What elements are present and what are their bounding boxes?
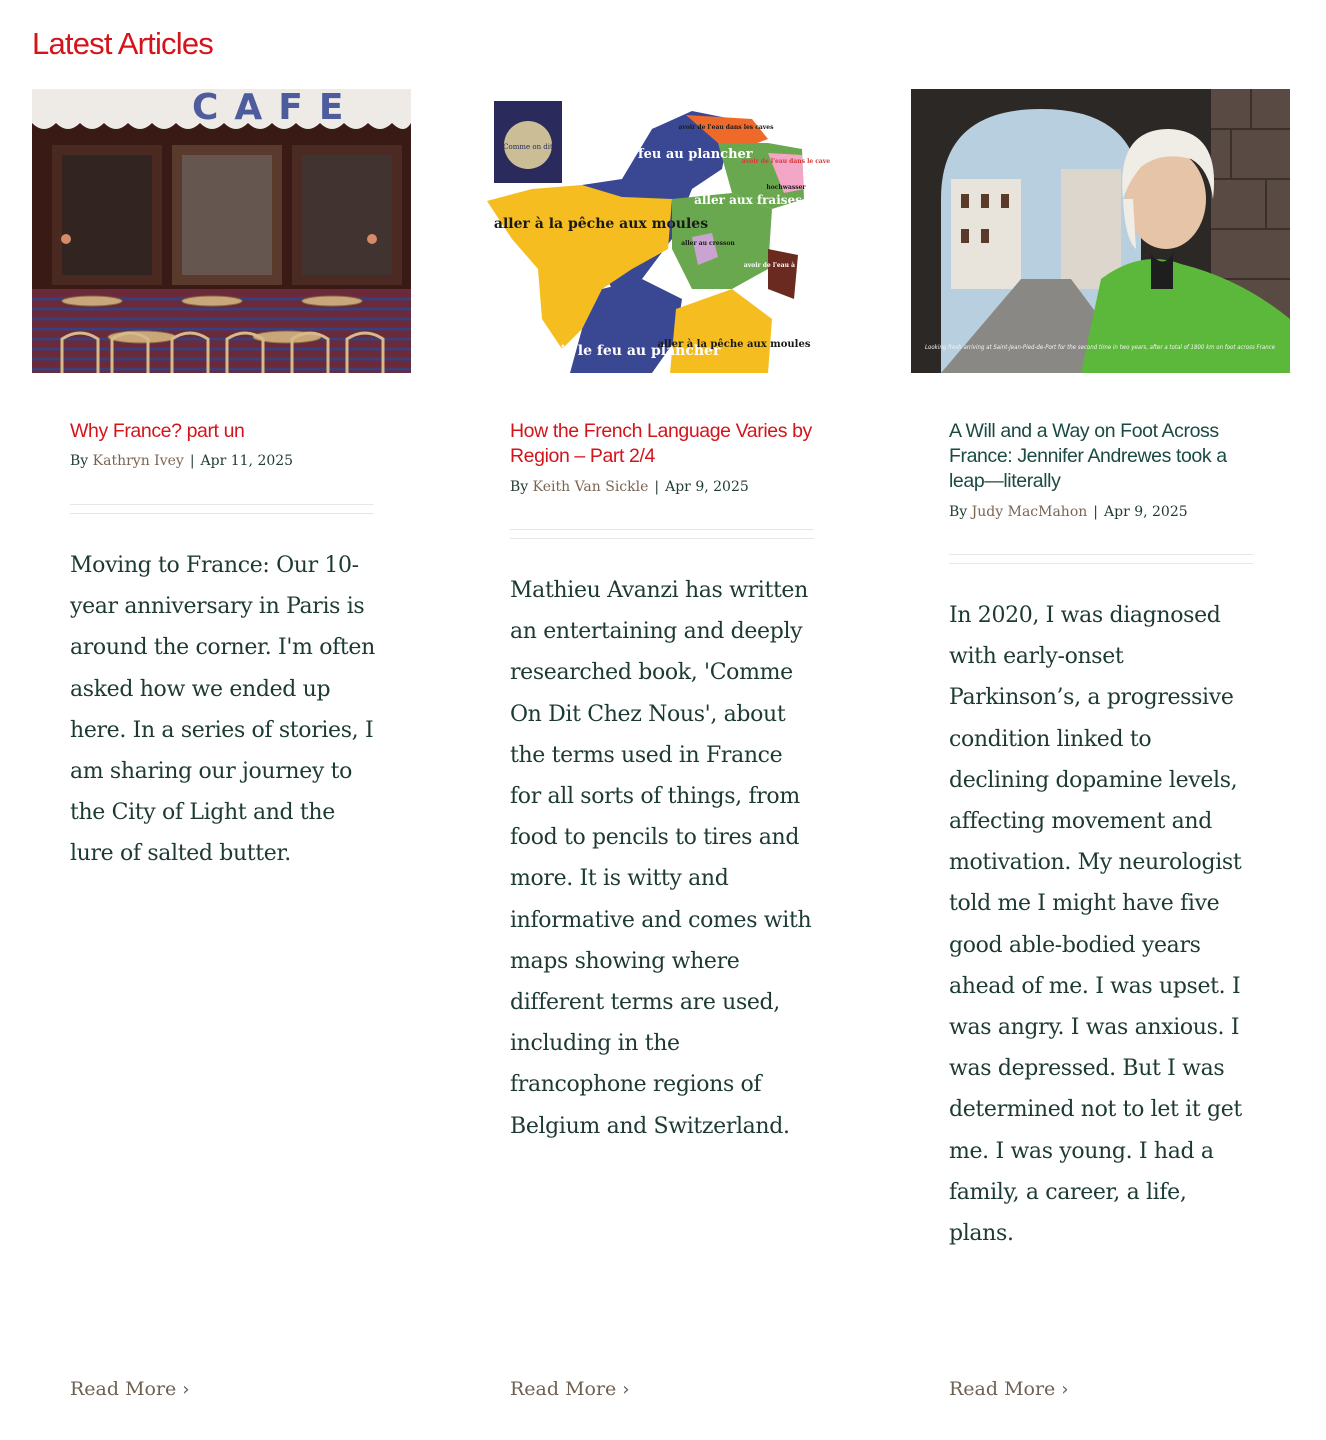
read-more-link[interactable] xyxy=(70,1378,190,1400)
read-more-label: Read More xyxy=(510,1378,617,1400)
byline-prefix: By xyxy=(70,453,89,469)
article-image-link[interactable] xyxy=(472,89,851,373)
chevron-right-icon: › xyxy=(182,1379,190,1400)
article-date: Apr 11, 2025 xyxy=(200,453,294,469)
article-excerpt: Mathieu Avanzi has written an entertaining and deeply researched book, 'Comme On Dit Chez Nous', about the terms used in France for all sorts of things, from food to pencils to tires and more. It is witty and informative and comes with maps showing where different terms are used, including in the francophone regions of Belgium and Switzerland. xyxy=(510,578,812,1139)
svg-text:avoir de l'eau à la cave: avoir de l'eau à la cave xyxy=(743,262,821,269)
author-link[interactable]: Judy MacMahon xyxy=(971,504,1088,520)
divider xyxy=(70,504,374,514)
read-more-label: Read More xyxy=(949,1378,1056,1400)
france-map-image xyxy=(472,89,851,373)
chevron-right-icon: › xyxy=(622,1379,630,1400)
meta-separator: | xyxy=(654,479,660,495)
meta-separator: | xyxy=(1093,504,1098,520)
svg-text:hochwasser: hochwasser xyxy=(766,184,806,191)
divider xyxy=(510,529,814,539)
author-link[interactable]: Keith Van Sickle xyxy=(532,479,649,495)
cafe-image xyxy=(32,89,411,373)
article-card xyxy=(911,89,1290,1429)
article-card xyxy=(472,89,851,1429)
article-date: Apr 9, 2025 xyxy=(665,479,749,495)
svg-text:aller à la pêche aux moules: aller à la pêche aux moules xyxy=(657,339,811,350)
svg-text:aller au cresson: aller au cresson xyxy=(681,240,735,247)
article-title-link[interactable]: How the French Language Varies by Region – Part 2/4 xyxy=(510,420,812,467)
article-title-link[interactable]: Why France? part un xyxy=(70,420,245,442)
read-more-link[interactable] xyxy=(949,1378,1069,1400)
section-title: Latest Articles xyxy=(32,26,213,61)
article-date: Apr 9, 2025 xyxy=(1104,504,1188,520)
svg-text:avoir de l'eau dans le cave: avoir de l'eau dans le cave xyxy=(741,158,831,165)
chevron-right-icon: › xyxy=(1061,1379,1069,1400)
divider xyxy=(949,554,1253,564)
svg-text:avoir le feu au plancher: avoir le feu au plancher xyxy=(533,343,721,359)
svg-text:CAFE: CAFE xyxy=(192,89,360,128)
article-image-link[interactable] xyxy=(32,89,411,373)
article-meta xyxy=(510,479,815,495)
read-more-label: Read More xyxy=(70,1378,177,1400)
svg-text:avoir le feu au plancher: avoir le feu au plancher xyxy=(579,147,753,162)
author-link[interactable]: Kathryn Ivey xyxy=(92,453,184,469)
selfie-image xyxy=(911,89,1290,373)
svg-text:aller aux fraises: aller aux fraises xyxy=(694,193,802,207)
article-meta xyxy=(70,453,375,469)
svg-text:Comme on dit: Comme on dit xyxy=(503,143,553,151)
article-image-link[interactable] xyxy=(911,89,1290,373)
article-excerpt: Moving to France: Our 10-year anniversary in Paris is around the corner. I'm often asked how we ended up here. In a series of stories, I am sharing our journey to the City of Light and the lure of salted butter. xyxy=(70,553,375,867)
svg-text:aller à la pêche aux moules: aller à la pêche aux moules xyxy=(493,216,709,232)
svg-text:Looking fresh arriving at Sain: Looking fresh arriving at Saint-Jean-Pied-de-Port for the second time in two years, after a total of 1800 km on foot across France xyxy=(925,344,1276,351)
read-more-link[interactable] xyxy=(510,1378,630,1400)
article-excerpt: In 2020, I was diagnosed with early-onset Parkinson’s, a progressive condition linked to declining dopamine levels, affecting movement and motivation. My neurologist told me I might have five good able-bodied years ahead of me. I was upset. I was angry. I was anxious. I was depressed. But I was determined not to let it get me. I was young. I had a family, a career, a life, plans. xyxy=(949,603,1242,1247)
svg-text:avoir de l'eau dans les caves: avoir de l'eau dans les caves xyxy=(678,124,774,131)
byline-prefix: By xyxy=(949,504,968,520)
byline-prefix: By xyxy=(510,479,529,495)
article-card xyxy=(32,89,411,1429)
article-title-link[interactable]: A Will and a Way on Foot Across France: Jennifer Andrewes took a leap—literally xyxy=(949,420,1227,492)
meta-separator: | xyxy=(189,453,195,469)
article-meta xyxy=(949,504,1254,520)
